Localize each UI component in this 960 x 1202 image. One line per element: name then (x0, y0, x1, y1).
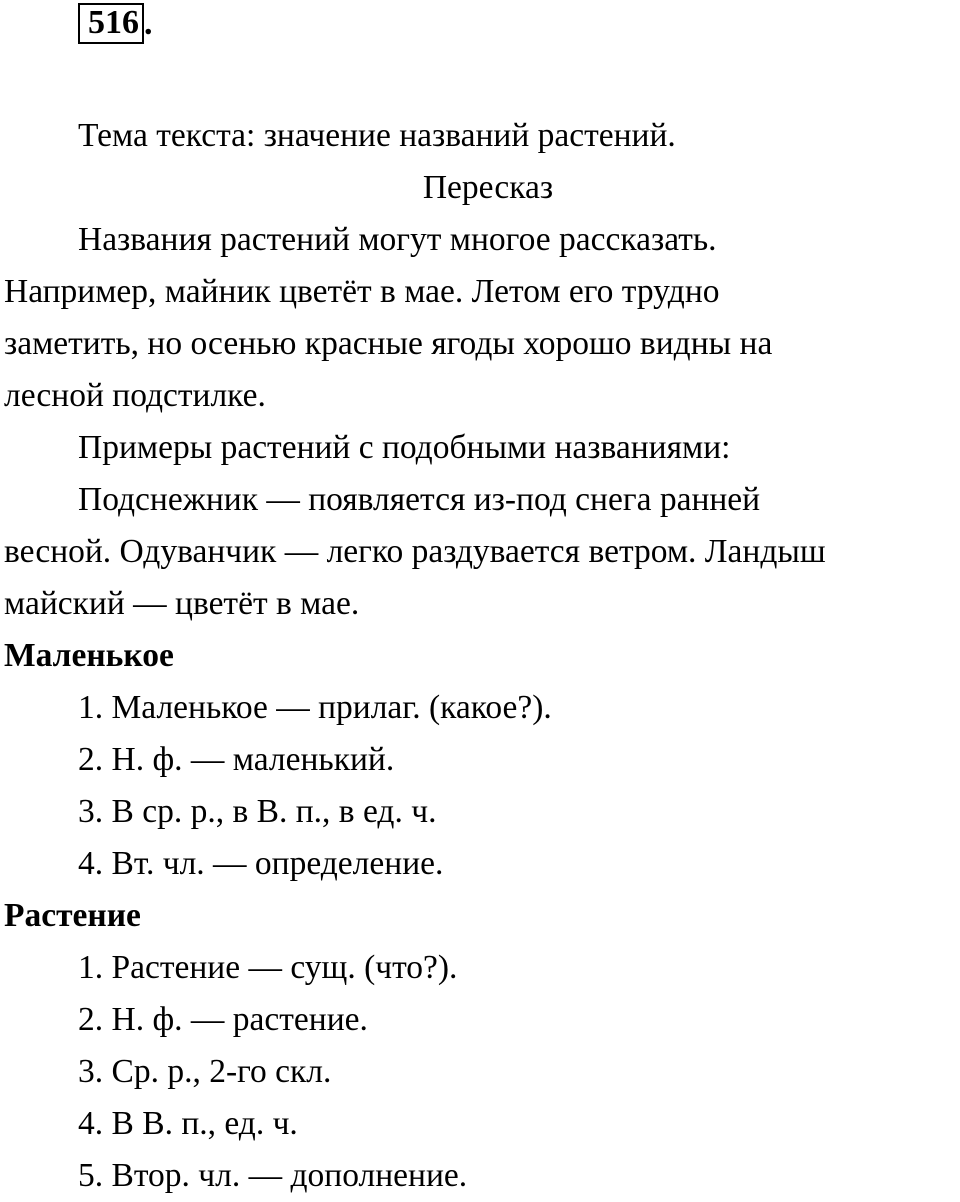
analysis-item: 3. Ср. р., 2-го скл. (78, 1053, 332, 1090)
analysis-item: 5. Втор. чл. — дополнение. (78, 1157, 468, 1194)
paragraph2-line: весной. Одуванчик — легко раздувается ветром. Ландыш (4, 533, 826, 570)
paragraph1-line: заметить, но осенью красные ягоды хорошо видны на (4, 325, 773, 362)
analysis-item: 1. Маленькое — прилаг. (какое?). (78, 689, 552, 726)
document-body (4, 110, 958, 1202)
analysis-item: 3. В ср. р., в В. п., в ед. ч. (78, 793, 437, 830)
task-number-dot: . (144, 5, 153, 42)
theme-line: Тема текста: значение названий растений. (78, 117, 676, 154)
analysis-heading: Маленькое (4, 637, 174, 674)
paragraph2-line: майский — цветёт в мае. (4, 585, 360, 622)
task-number (78, 4, 153, 44)
analysis-item: 2. Н. ф. — растение. (78, 1001, 368, 1038)
analysis-item: 1. Растение — сущ. (что?). (78, 949, 458, 986)
analysis-item: 2. Н. ф. — маленький. (78, 741, 395, 778)
paragraph2-line: Подснежник — появляется из-под снега ранней (78, 481, 761, 518)
paragraph1-line: лесной подстилке. (4, 377, 266, 414)
retelling-title: Пересказ (422, 169, 554, 206)
task-number-box: 516 (78, 3, 144, 44)
paragraph1-line: Например, майник цветёт в мае. Летом его трудно (4, 273, 720, 310)
analysis-heading: Растение (4, 897, 141, 934)
examples-intro: Примеры растений с подобными названиями: (78, 429, 731, 466)
paragraph1-line: Названия растений могут многое рассказать. (78, 221, 717, 258)
analysis-item: 4. В В. п., ед. ч. (78, 1105, 298, 1142)
analysis-item: 4. Вт. чл. — определение. (78, 845, 444, 882)
